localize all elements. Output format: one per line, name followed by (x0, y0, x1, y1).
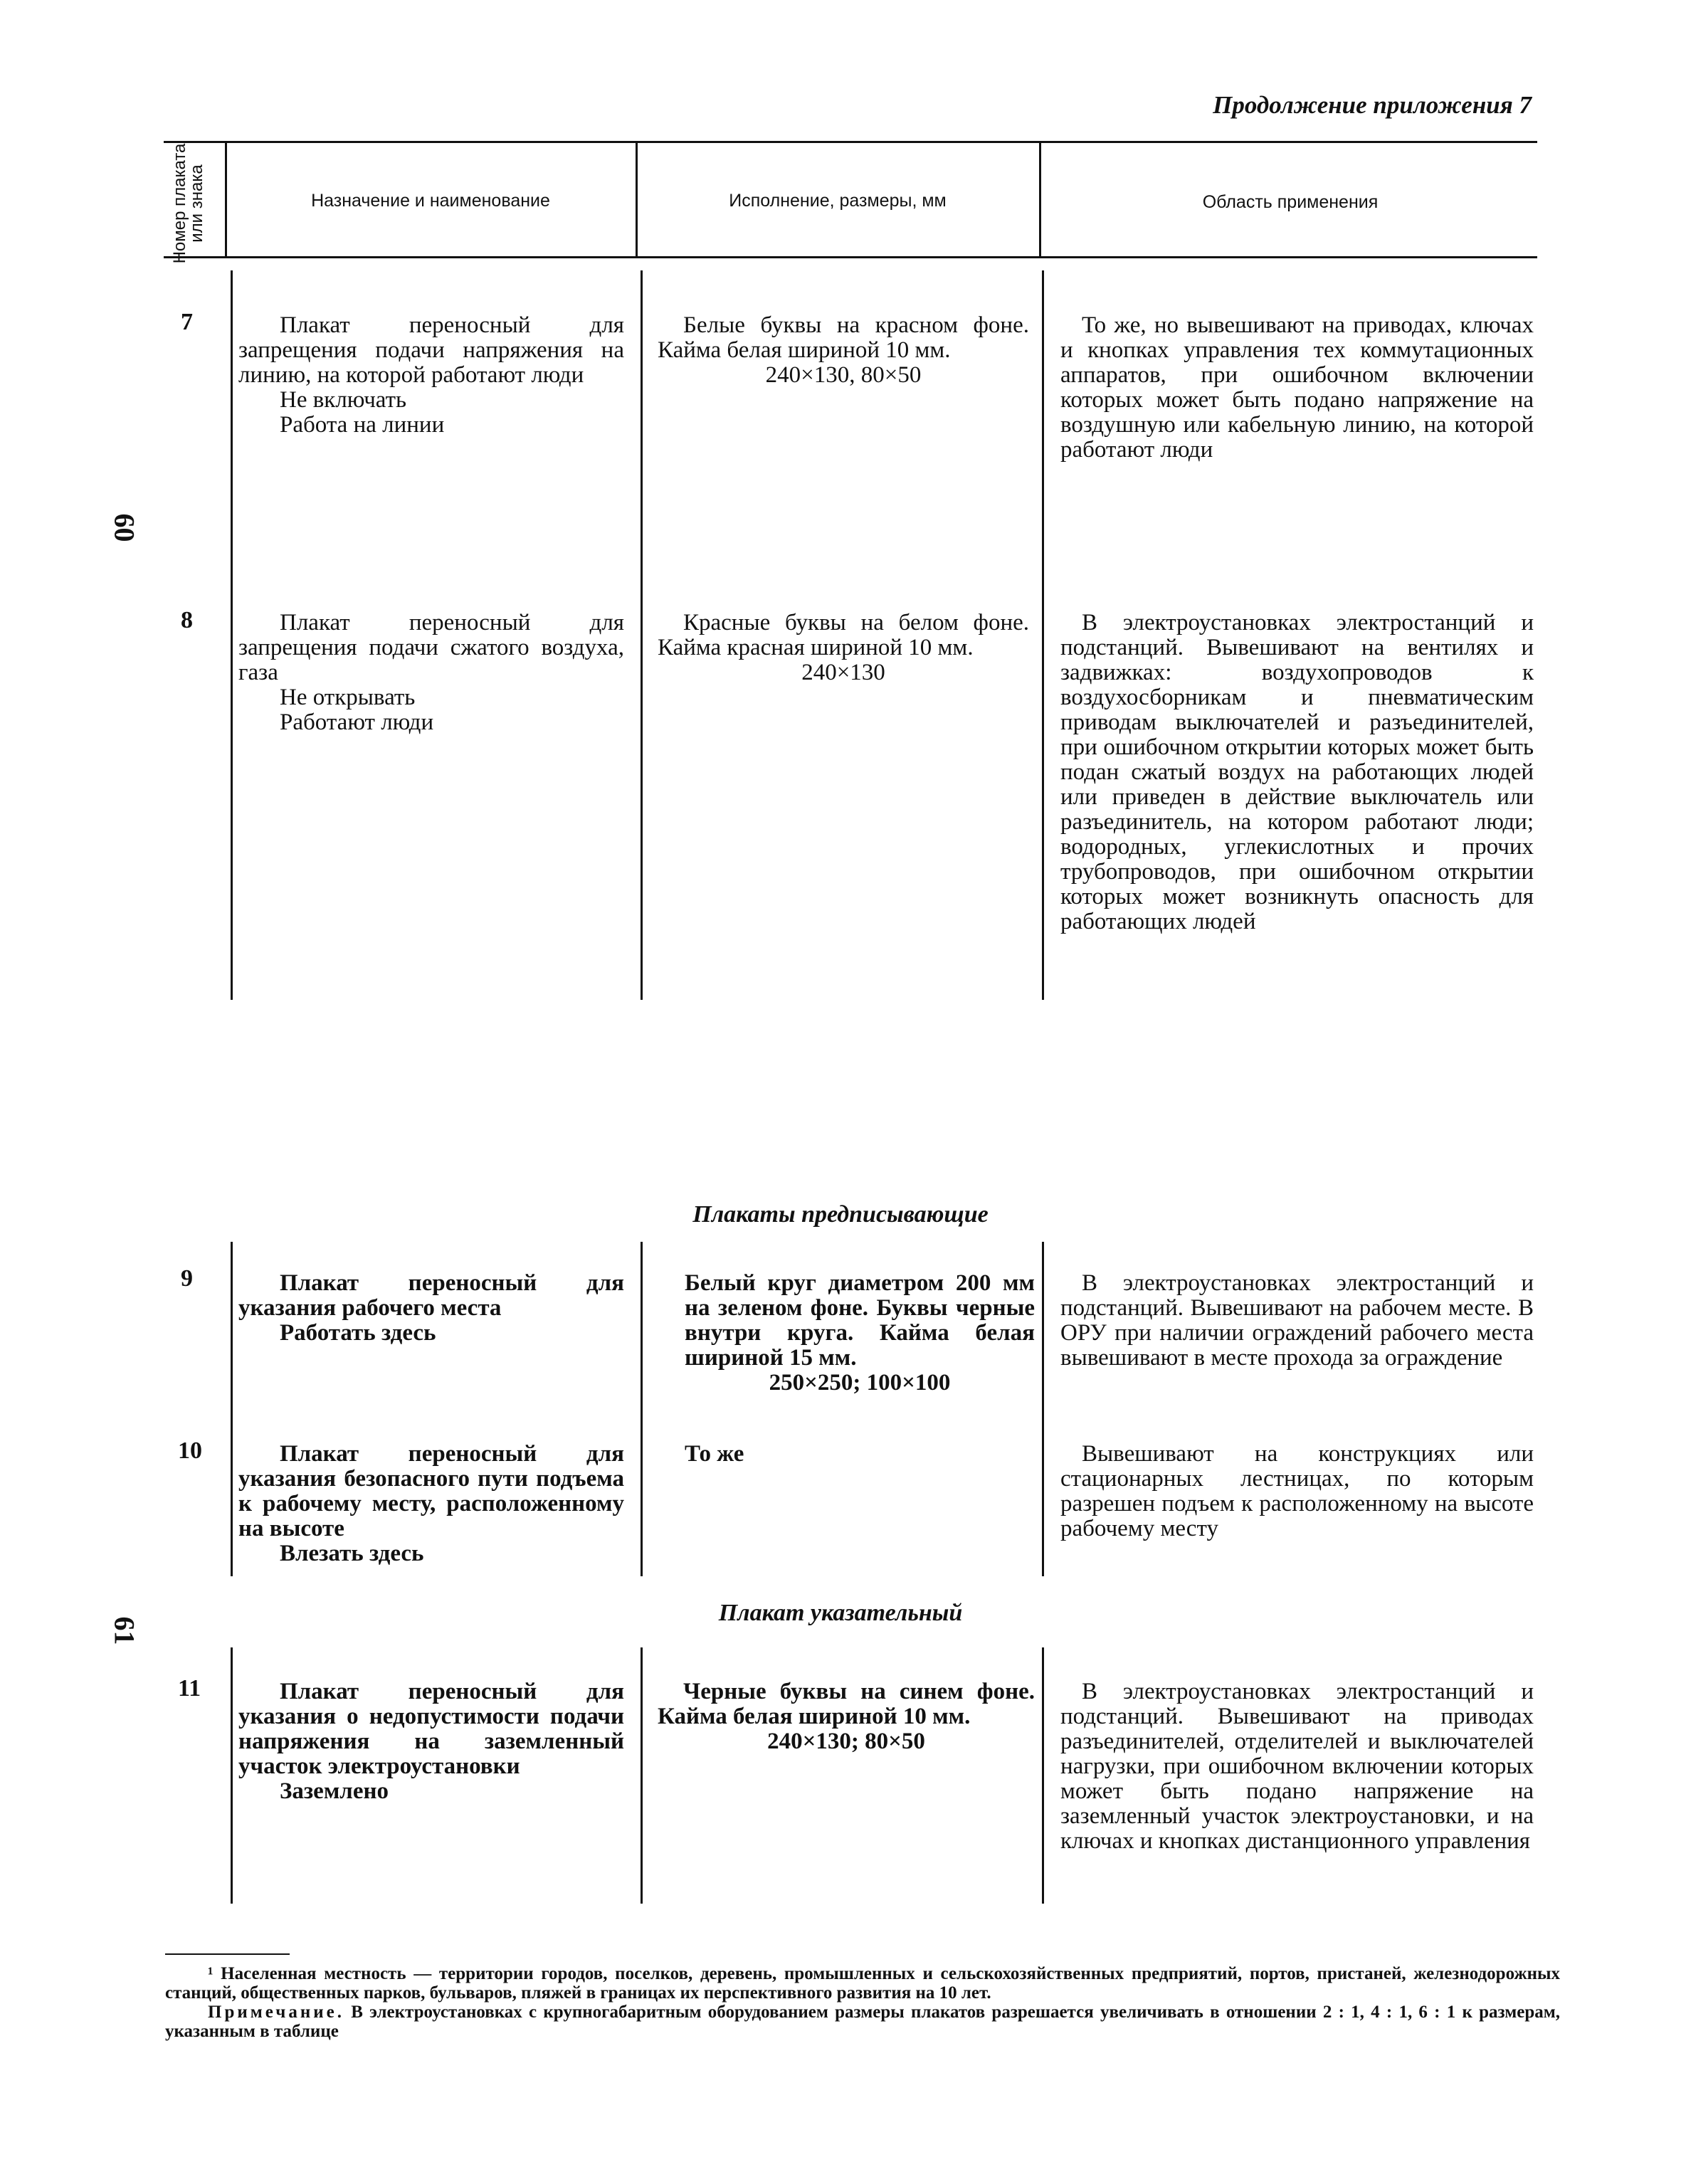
row-sign-line: Работают люди (280, 709, 434, 735)
footnote-1: ¹ Населенная местность — территории городов, поселков, деревень, промышленных и сельскохозяйственных предприятий, портов, пристаней, железнодорожных станций, общественных парков, бульваров, пляжей в границах их перспективного развития на 10 лет. (165, 1964, 1560, 2003)
row-sign-line: Влезать здесь (280, 1541, 424, 1566)
block1-sep-1 (231, 270, 233, 1000)
row-name (238, 1442, 624, 1566)
row-sizes: 250×250; 100×100 (769, 1370, 951, 1396)
block3-sep-1 (231, 1647, 233, 1904)
row-design-text: Белый круг диаметром 200 мм на зеленом фоне. Буквы черные внутри круга. Кайма белая шириной 15 мм. (685, 1270, 1035, 1371)
row-scope-text: То же, но вывешивают на приводах, ключах и кнопках управления тех коммутационных аппаратов, при ошибочном включении которых может быть подано напряжение на воздушную или кабельную линию, на которой работают люди (1060, 312, 1534, 463)
row-design (685, 1442, 1035, 1467)
table-top-rule (164, 141, 1537, 143)
row-name (238, 313, 624, 438)
block1-sep-2 (641, 270, 643, 1000)
row-number: 8 (181, 607, 193, 633)
row-name-text: Плакат переносный для запрещения подачи напряжения на линию, на которой работают люди (238, 312, 624, 388)
row-name-text: Плакат переносный для указания рабочего места (238, 1270, 624, 1321)
page-number-60: 60 (108, 513, 141, 542)
row-number: 10 (178, 1437, 202, 1464)
block2-sep-1 (231, 1242, 233, 1576)
header-name: Назначение и наименование (311, 191, 550, 211)
row-sizes: 240×130 (801, 660, 885, 685)
row-scope-text: Вывешивают на конструкциях или стационарных лестницах, по которым разрешен подъем к расположенному на высоте рабочему месту (1060, 1441, 1534, 1541)
row-design-text: Черные буквы на синем фоне. Кайма белая шириной 10 мм. (658, 1679, 1035, 1729)
block2-sep-3 (1042, 1242, 1044, 1576)
table-header-bottom-rule (164, 256, 1537, 258)
row-name-text: Плакат переносный для запрещения подачи сжатого воздуха, газа (238, 610, 624, 685)
row-scope (1060, 611, 1534, 934)
row-name (238, 1679, 624, 1804)
row-sizes: 240×130; 80×50 (767, 1729, 925, 1754)
row-sign-line: Работать здесь (280, 1320, 436, 1346)
row-name-text: Плакат переносный для указания безопасного пути подъема к рабочему месту, расположенному на высоте (238, 1441, 624, 1541)
note-label: Примечание. (208, 2003, 345, 2022)
row-design-text: Красные буквы на белом фоне. Кайма красная шириной 10 мм. (658, 610, 1029, 660)
row-number: 9 (181, 1265, 193, 1292)
section-title-indicative: Плакат указательный (718, 1600, 963, 1626)
row-sign-line: Не открывать (280, 685, 416, 710)
row-design (658, 1679, 1035, 1754)
continuation-title: Продолжение приложения 7 (1213, 91, 1532, 119)
page-number-61: 61 (108, 1616, 141, 1645)
row-sizes: 240×130, 80×50 (765, 362, 922, 388)
row-sign-line: Не включать (280, 387, 407, 413)
row-scope (1060, 1442, 1534, 1541)
row-scope (1060, 1679, 1534, 1854)
section-title-prescriptive: Плакаты предписывающие (692, 1201, 989, 1228)
block2-sep-2 (641, 1242, 643, 1576)
block3-sep-3 (1042, 1647, 1044, 1904)
header-number: Номер плаката или знака (170, 143, 206, 264)
row-scope-text: В электроустановках электростанций и подстанций. Вывешивают на рабочем месте. В ОРУ при наличии ограждений рабочего места вывешивают в месте прохода за ограждение (1060, 1270, 1534, 1371)
row-name (238, 1271, 624, 1346)
footnote-rule (165, 1953, 290, 1955)
footnotes (165, 1964, 1560, 2041)
row-design-text: То же (685, 1441, 744, 1467)
row-design (685, 1271, 1035, 1396)
header-col-sep-1 (225, 142, 227, 256)
row-sign-line: Заземлено (280, 1778, 389, 1804)
row-scope (1060, 313, 1534, 463)
header-design: Исполнение, размеры, мм (729, 191, 947, 211)
row-design (658, 611, 1029, 685)
row-number: 11 (178, 1675, 201, 1702)
row-scope-text: В электроустановках электростанций и подстанций. Вывешивают на приводах разъединителей, отделителей и выключателей нагрузки, при ошибочном включении которых может быть подано напряжение на заземленный участок электроустановки, и на ключах и кнопках дистанционного управления (1060, 1679, 1534, 1854)
row-scope-text: В электроустановках электростанций и подстанций. Вывешивают на вентилях и задвижках: воздухопроводов к воздухосборникам и пневматическим приводам выключателей и разъединителей, при ошибочном открытии которых может быть подан сжатый воздух на работающих людей или приведен в действие выключатель или разъединитель, на котором работают люди; водородных, углекислотных и прочих трубопроводов, при ошибочном открытии которых может возникнуть опасность для работающих людей (1060, 610, 1534, 934)
note-text: В электроустановках с крупногабаритным оборудованием размеры плакатов разрешается увеличивать в отношении 2 : 1, 4 : 1, 6 : 1 к размерам, указанным в таблице (165, 2003, 1560, 2041)
row-name-text: Плакат переносный для указания о недопустимости подачи напряжения на заземленный участок электроустановки (238, 1679, 624, 1779)
row-scope (1060, 1271, 1534, 1371)
header-scope: Область применения (1202, 192, 1379, 212)
row-sign-line: Работа на линии (280, 412, 445, 438)
row-design-text: Белые буквы на красном фоне. Кайма белая шириной 10 мм. (658, 312, 1029, 363)
note (165, 2003, 1560, 2041)
row-number: 7 (181, 309, 193, 335)
block1-sep-3 (1042, 270, 1044, 1000)
block3-sep-2 (641, 1647, 643, 1904)
row-design (658, 313, 1029, 388)
row-name (238, 611, 624, 735)
